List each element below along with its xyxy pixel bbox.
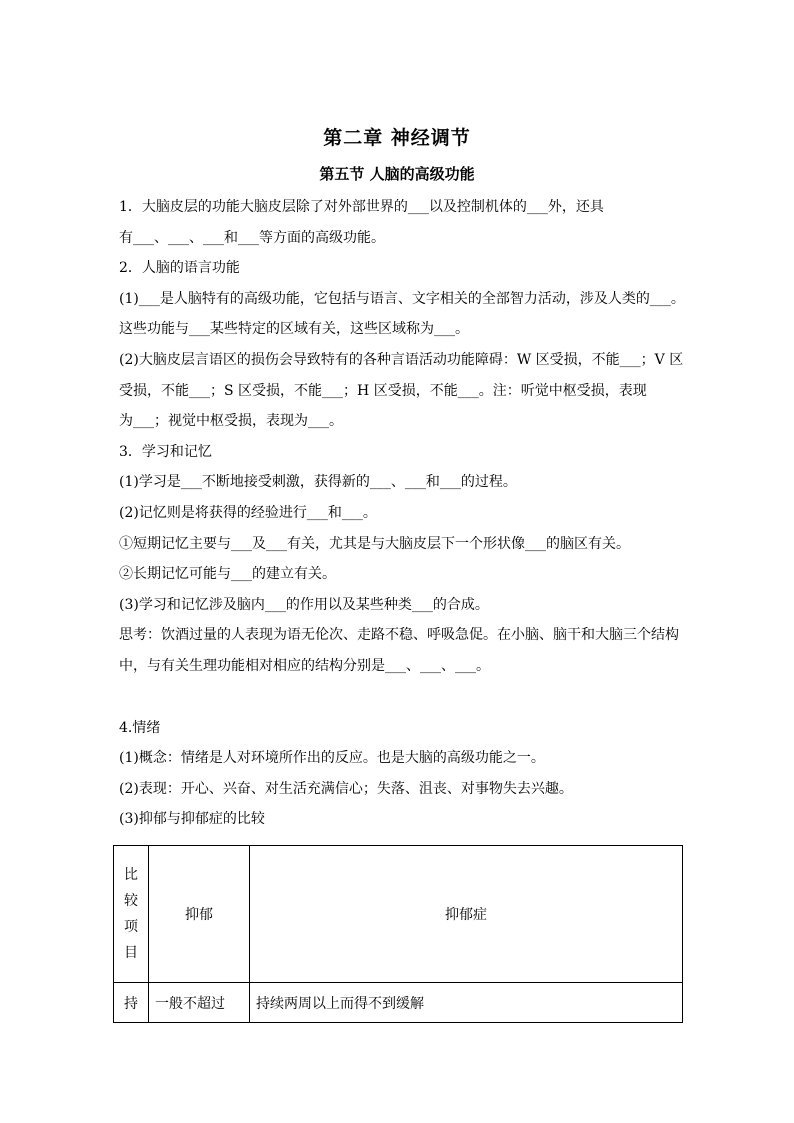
table-header-cell	[149, 846, 250, 983]
text-line: (1)学习是___不断地接受刺激，获得新的___、___和___的过程。	[119, 474, 517, 491]
text-line: (3)学习和记忆涉及脑内___的作用以及某些种类___的合成。	[119, 596, 489, 613]
table-header-cell	[114, 846, 149, 983]
text-line: 有___、___、___和___等方面的高级功能。	[119, 229, 385, 246]
text-line: 思考：饮酒过量的人表现为语无伦次、走路不稳、呼吸急促。在小脑、脑干和大脑三个结构	[119, 627, 679, 644]
document-body	[119, 192, 689, 835]
text-line: ①短期记忆主要与___及___有关，尤其是与大脑皮层下一个形状像___的脑区有关。	[119, 535, 630, 552]
chapter-title: 第二章 神经调节	[323, 127, 471, 149]
text-line: (1)概念：情绪是人对环境所作出的反应。也是大脑的高级功能之一。	[119, 750, 545, 767]
text-line: 2．人脑的语言功能	[119, 260, 240, 277]
header-compare-item: 比 较 项 目	[124, 867, 138, 961]
table-header-row	[114, 846, 683, 983]
header-depression: 抑郁	[185, 907, 213, 923]
header-depressive-disorder: 抑郁症	[445, 907, 487, 923]
text-line: (1)___是人脑特有的高级功能，它包括与语言、文字相关的全部智力活动，涉及人类的___。	[119, 290, 685, 307]
text-line: (2)记忆则是将获得的经验进行___和___。	[119, 504, 377, 521]
text-line: 3．学习和记忆	[119, 443, 212, 460]
text-line: ②长期记忆可能与___的建立有关。	[119, 566, 336, 583]
text-line: (2)表现：开心、兴奋、对生活充满信心；失落、沮丧、对事物失去兴趣。	[119, 780, 573, 797]
table-cell: 一般不超过	[149, 983, 250, 1023]
table-row	[114, 983, 683, 1023]
table-cell: 持	[114, 983, 149, 1023]
text-line: (3)抑郁与抑郁症的比较	[119, 811, 265, 828]
comparison-table	[113, 845, 683, 1023]
text-line: 受损，不能___；S 区受损，不能___；H 区受损，不能___。注：听觉中枢受损，表现	[119, 382, 647, 399]
table-header-cell	[250, 846, 683, 983]
table-cell: 持续两周以上而得不到缓解	[250, 983, 683, 1023]
blank-line	[119, 682, 689, 713]
text-line: (2)大脑皮层言语区的损伤会导致特有的各种言语活动功能障碍：W 区受损，不能___；V 区	[119, 351, 684, 368]
text-line: 中，与有关生理功能相对相应的结构分别是___、___、___。	[119, 657, 490, 674]
text-line: 4.情绪	[119, 719, 161, 736]
section-title: 第五节 人脑的高级功能	[319, 165, 475, 183]
text-line: 为___；视觉中枢受损，表现为___。	[119, 413, 343, 430]
text-line: 这些功能与___某些特定的区域有关，这些区域称为___。	[119, 321, 469, 338]
text-line: 1．大脑皮层的功能大脑皮层除了对外部世界的___以及控制机体的___外，还具	[119, 199, 604, 215]
